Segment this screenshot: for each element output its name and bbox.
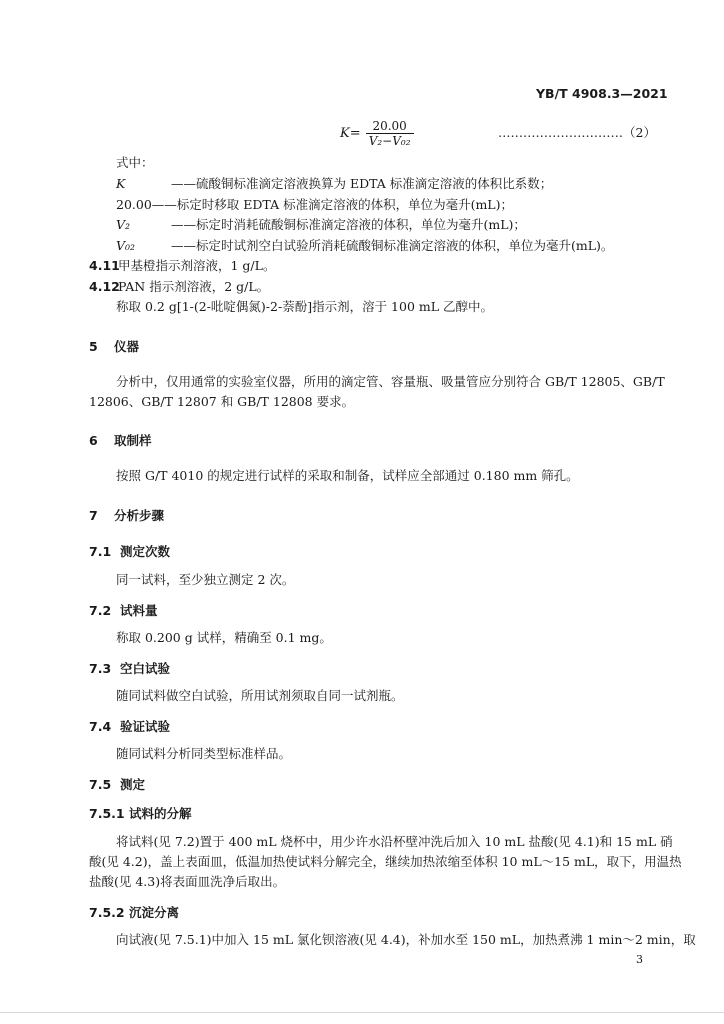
where-text: ——标定时移取 EDTA 标准滴定溶液的体积，单位为毫升(mL)； [151,197,513,212]
where-item-v02 [116,238,613,253]
clause-4-11 [89,258,275,273]
section-7-5-1-line-1: 将试料(见 7.2)置于 400 mL 烧杯中，用少许水沿杯壁冲洗后加入 10 mL 盐酸(见 4.1)和 15 mL 硝 [116,834,673,849]
section-7-5-1-line-2: 酸(见 4.2)，盖上表面皿，低温加热使试料分解完全，继续加热浓缩至体积 10 mL～15 mL，取下，用温热 [89,854,682,869]
section-number: 7.5 [89,777,112,792]
section-number: 7.5.1 [89,806,125,821]
section-number: 7.4 [89,719,112,734]
section-title: 试料量 [120,603,158,618]
where-item-2000 [116,197,513,212]
where-symbol: K [116,176,126,191]
section-7-3-text: 随同试料做空白试验，所用试剂须取自同一试剂瓶。 [116,688,404,703]
where-text: ——硫酸铜标准滴定溶液换算为 EDTA 标准滴定溶液的体积比系数； [171,176,553,191]
where-text: ——标定时消耗硫酸铜标准滴定溶液的体积，单位为毫升(mL)； [171,217,526,232]
formula-denominator: V₂−V₀₂ [366,133,414,148]
section-7-2-heading [89,601,158,619]
where-label: 式中： [116,155,154,170]
section-7-2-text: 称取 0.200 g 试样，精确至 0.1 mg。 [116,630,332,645]
formula [340,119,414,148]
standard-code: YB/T 4908.3—2021 [536,86,668,101]
section-title: 验证试验 [120,719,171,734]
section-7-5-2-line-1: 向试液(见 7.5.1)中加入 15 mL 氯化钡溶液(见 4.4)，补加水至 150 mL，加热煮沸 1 min～2 min，取 [116,932,696,947]
section-number: 7.5.2 [89,905,125,920]
section-title: 试料的分解 [129,806,192,821]
section-7-4-text: 随同试料分析同类型标准样品。 [116,746,292,761]
section-7-5-1-line-3: 盐酸(见 4.3)将表面皿洗净后取出。 [89,874,286,889]
page-bottom-edge [0,1012,724,1013]
section-7-1-text: 同一试料，至少独立测定 2 次。 [116,572,295,587]
clause-number: 4.12 [89,279,120,294]
where-symbol: 20.00 [116,197,152,212]
clause-4-12-detail: 称取 0.2 g[1-(2-吡啶偶氮)-2-萘酚]指示剂，溶于 100 mL 乙醇中。 [116,299,494,314]
section-5-line-2: 12806、GB/T 12807 和 GB/T 12808 要求。 [89,394,355,409]
formula-number: …………………………（2） [498,125,656,140]
section-number: 5 [89,339,98,354]
section-number: 7.3 [89,661,112,676]
page-number: 3 [636,953,643,966]
section-7-4-heading [89,717,170,735]
formula-fraction [366,119,414,148]
where-item-v2 [116,217,526,232]
clause-text: 甲基橙指示剂溶液，1 g/L。 [118,258,276,273]
where-item-k [116,176,552,191]
section-7-heading [89,506,164,524]
section-5-line-1: 分析中，仅用通常的实验室仪器，所用的滴定管、容量瓶、吸量管应分别符合 GB/T 12805、GB/T [116,374,665,389]
section-title: 取制样 [114,433,152,448]
where-symbol: V₀₂ [116,238,136,253]
clause-number: 4.11 [89,258,120,273]
where-symbol: V₂ [116,217,131,232]
where-text: ——标定时试剂空白试验所消耗硫酸铜标准滴定溶液的体积，单位为毫升(mL)。 [171,238,614,253]
section-number: 7.1 [89,544,112,559]
section-number: 6 [89,433,98,448]
section-title: 仪器 [114,339,140,354]
section-7-5-1-heading [89,804,192,822]
section-6-text: 按照 G/T 4010 的规定进行试样的采取和制备，试样应全部通过 0.180 mm 筛孔。 [116,468,579,483]
section-title: 分析步骤 [114,508,165,523]
section-number: 7.2 [89,603,112,618]
clause-text: PAN 指示剂溶液，2 g/L。 [118,279,270,294]
section-number: 7 [89,508,98,523]
formula-lhs: K= [340,126,361,141]
section-5-heading [89,337,139,355]
section-title: 沉淀分离 [129,905,180,920]
section-7-3-heading [89,659,170,677]
section-title: 空白试验 [120,661,171,676]
section-6-heading [89,431,152,449]
section-title: 测定 [120,777,146,792]
section-title: 测定次数 [120,544,171,559]
formula-numerator: 20.00 [372,119,407,133]
section-7-5-heading [89,775,145,793]
section-7-1-heading [89,542,170,560]
clause-4-12 [89,279,269,294]
section-7-5-2-heading [89,903,179,921]
